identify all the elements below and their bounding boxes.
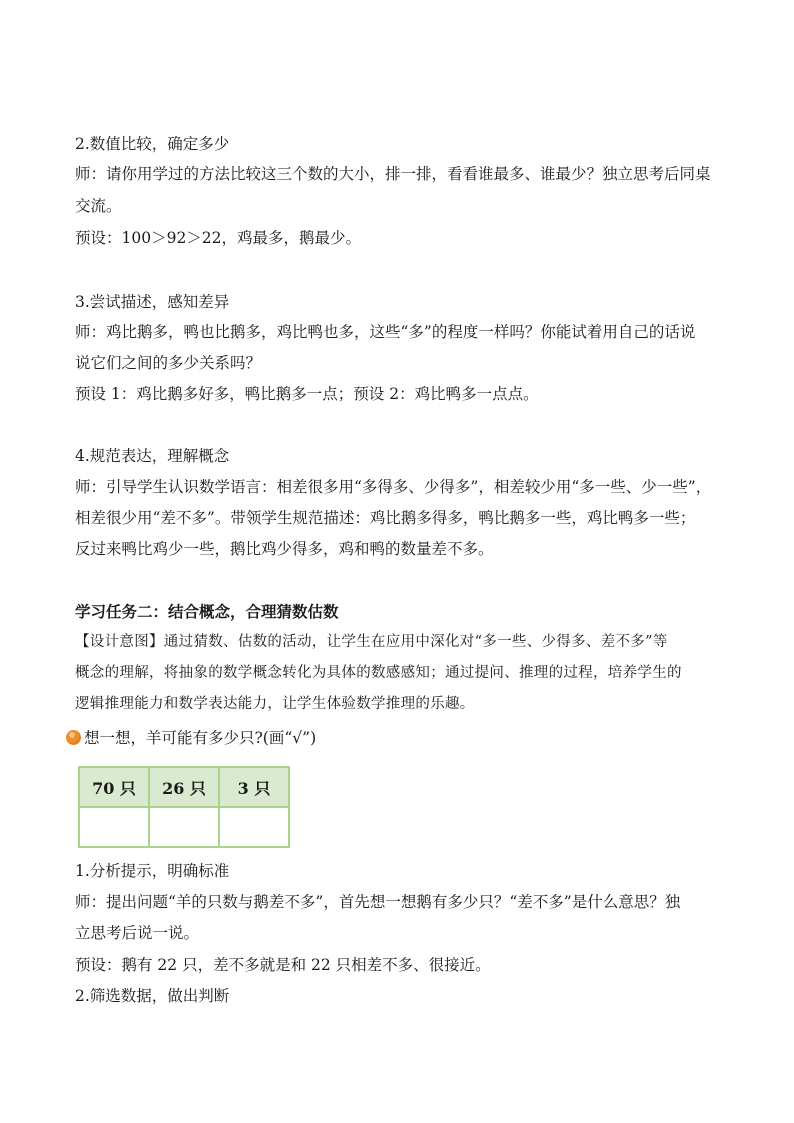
table-header-row: [79, 767, 289, 807]
answer-cell[interactable]: [219, 807, 289, 847]
design-intent-line: 概念的理解，将抽象的数学概念转化为具体的数感感知；通过提问、推理的过程，培养学生的: [75, 665, 682, 681]
step2-heading: 2.数值比较，确定多少: [75, 135, 230, 153]
option-cell: 70 只: [79, 767, 149, 807]
design-intent-line: 逻辑推理能力和数学表达能力，让学生体验数学推理的乐趣。: [75, 696, 475, 712]
step4-heading: 4.规范表达，理解概念: [75, 447, 230, 465]
task2-heading: 学习任务二：结合概念，合理猜数估数: [75, 603, 339, 621]
preset-paragraph: 预设：鹅有 22 只，差不多就是和 22 只相差不多、很接近。: [75, 956, 491, 974]
preset-paragraph: 预设 1：鸡比鹅多好多，鸭比鹅多一点；预设 2：鸡比鸭多一点点。: [75, 385, 539, 403]
teacher-paragraph-line: 交流。: [75, 197, 122, 215]
task2-step1-heading: 1.分析提示，明确标准: [75, 862, 230, 880]
option-cell: 3 只: [219, 767, 289, 807]
design-intent-line: 【设计意图】通过猜数、估数的活动，让学生在应用中深化对“多一些、少得多、差不多”等: [75, 634, 668, 650]
teacher-paragraph-line: 师：请你用学过的方法比较这三个数的大小，排一排，看看谁最多、谁最少？独立思考后同桌: [75, 165, 711, 183]
teacher-paragraph-line: 相差很少用“差不多”。带领学生规范描述：鸡比鹅多得多，鸭比鹅多一些，鸡比鸭多一些；: [75, 509, 696, 527]
task2-step2-heading: 2.筛选数据，做出判断: [75, 987, 230, 1005]
question-text: 想一想，羊可能有多少只?(画“√”): [84, 729, 317, 747]
orange-dot-icon: [66, 730, 81, 745]
option-cell: 26 只: [149, 767, 219, 807]
preset-paragraph: 预设：100＞92＞22，鸡最多，鹅最少。: [75, 229, 362, 247]
teacher-paragraph-line: 师：引导学生认识数学语言：相差很多用“多得多、少得多”，相差较少用“多一些、少一些”，: [75, 478, 712, 496]
answer-table: [78, 766, 290, 848]
answer-cell[interactable]: [149, 807, 219, 847]
teacher-paragraph-line: 师：提出问题“羊的只数与鹅差不多”，首先想一想鹅有多少只？“差不多”是什么意思？独: [75, 893, 681, 911]
teacher-paragraph-line: 说它们之间的多少关系吗？: [75, 354, 262, 372]
step3-heading: 3.尝试描述，感知差异: [75, 293, 230, 311]
teacher-paragraph-line: 师：鸡比鹅多，鸭也比鹅多，鸡比鸭也多，这些“多”的程度一样吗？你能试着用自己的话说: [75, 323, 696, 341]
teacher-paragraph-line: 立思考后说一说。: [75, 924, 200, 942]
question-row: [66, 727, 316, 747]
answer-cell[interactable]: [79, 807, 149, 847]
table-answer-row: [79, 807, 289, 847]
teacher-paragraph-line: 反过来鸭比鸡少一些，鹅比鸡少得多，鸡和鸭的数量差不多。: [75, 540, 494, 558]
